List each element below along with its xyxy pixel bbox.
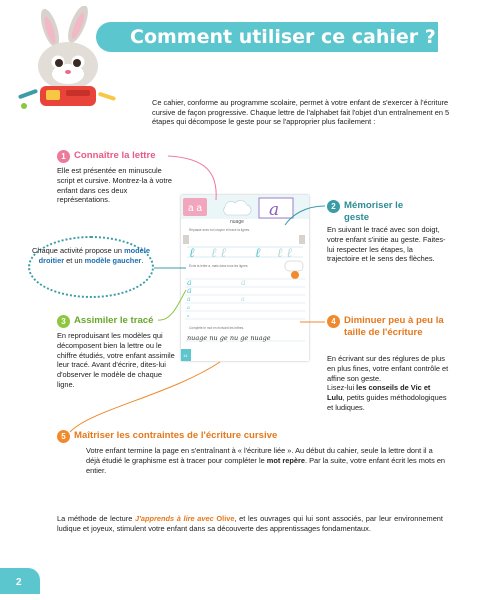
section-5-text-a: Votre enfant termine la page en s'entraînant à « l'écriture liée ». Au début du cahier, seule la lettre dont il a déjà étudié le graphisme est à tracer pour compléter le — [86, 446, 433, 465]
svg-text:a: a — [187, 278, 192, 287]
bubble-text-a: Chaque activité propose un — [32, 246, 125, 255]
page-title: Comment utiliser ce cahier ? — [130, 26, 436, 48]
thumb-instruction-2: Écris la lettre a, mais dans tous les lignes. — [189, 264, 249, 268]
svg-text:a: a — [187, 296, 191, 303]
thumb-word-line: nuage nu ge nu ge nuage — [187, 334, 271, 342]
svg-text:ℓ ℓ: ℓ ℓ — [211, 246, 226, 261]
section-2-text: En suivant le tracé avec son doigt, votre enfant s'initie au geste. Faites-lui respecter les étapes, la trajectoire et le sens des flèches. — [327, 225, 446, 264]
thumb-instruction-1: Repasse avec ton crayon et trace la lignes. — [189, 228, 250, 232]
section-4-tips: les conseils de Vic et Lulu — [327, 383, 431, 403]
thumb-page-number: 14 — [183, 353, 188, 358]
bubble-right-handed: modèle droitier — [38, 246, 150, 265]
svg-text:ℓ: ℓ — [189, 246, 195, 261]
footer-text-a: La méthode de lecture — [57, 514, 135, 523]
section-5-text-c: . Par la suite, votre enfant écrit les mots en entier. — [86, 455, 446, 475]
section-2-number: 2 — [327, 200, 340, 213]
footer-text-b: , et les ouvrages qui lui sont associés, par leur environnement ludique et joyeux, stimulent votre enfant dans sa découverte des apprentissages fondamentaux. — [57, 514, 443, 533]
section-3-number: 3 — [57, 315, 70, 328]
section-4-text-b: Lisez-lui — [327, 383, 357, 393]
thumb-instruction-3: Complète le mot en écrivant les lettres. — [189, 326, 245, 330]
thumb-cloud-word: nuage — [230, 219, 244, 225]
intro-paragraph: Ce cahier, conforme au programme scolaire, permet à votre enfant de s'exercer à l'écriture cursive de façon progressive. Chaque lettre de l'alphabet fait l'objet d'un entraînement en 5 étapes qui décompose le geste pour se l'approprier plus facilement : — [152, 98, 450, 127]
section-1-text: Elle est présentée en minuscule script et cursive. Montrez-la à votre enfant dans ces deux représentations. — [57, 166, 173, 205]
footer-brand-method: J'apprends à lire avec — [135, 514, 214, 523]
section-1-number: 1 — [57, 150, 70, 163]
bubble-text-e: . — [141, 255, 144, 265]
section-3-heading: Assimiler le tracé — [74, 315, 154, 326]
section-5-heading: Maîtriser les contraintes de l'écriture cursive — [74, 430, 278, 441]
section-4-heading: Diminuer peu à peu la taille de l'écriture — [344, 315, 444, 338]
section-4-text-c: , petits guides méthodologiques et ludiques. — [327, 393, 447, 412]
svg-text:a: a — [187, 305, 190, 311]
svg-text:ℓ ℓ: ℓ ℓ — [277, 246, 292, 261]
section-2-heading: Mémoriser le geste — [344, 200, 404, 223]
section-1-heading: Connaître la lettre — [74, 150, 156, 161]
svg-text:a: a — [241, 296, 245, 303]
section-4-text-a: En écrivant sur des réglures de plus en plus fines, votre enfant contrôle et affine son geste. — [327, 354, 449, 383]
bubble-left-handed: modèle gaucher — [84, 255, 142, 265]
svg-text:a: a — [187, 313, 190, 318]
bubble-text-c: et un — [64, 255, 85, 265]
section-3-text: En reproduisant les modèles qui décomposent bien la lettre ou le chiffre étudiés, votre enfant assimile leur tracé. Avant d'écrire, dites-lui d'observer le modèle de chaque ligne. — [57, 331, 175, 389]
section-4-number: 4 — [327, 315, 340, 328]
section-5-key-word: mot repère — [266, 455, 305, 465]
footer-paragraph — [57, 514, 443, 534]
svg-text:a: a — [187, 286, 192, 295]
page-number: 2 — [0, 568, 40, 594]
section-5-number: 5 — [57, 430, 70, 443]
svg-text:a: a — [241, 278, 246, 287]
thumb-script-letters: a a — [188, 203, 202, 214]
svg-text:ℓ: ℓ — [255, 246, 261, 261]
footer-brand-olive: Olive — [216, 514, 235, 523]
thumb-cursive-letter: a — [269, 200, 280, 220]
